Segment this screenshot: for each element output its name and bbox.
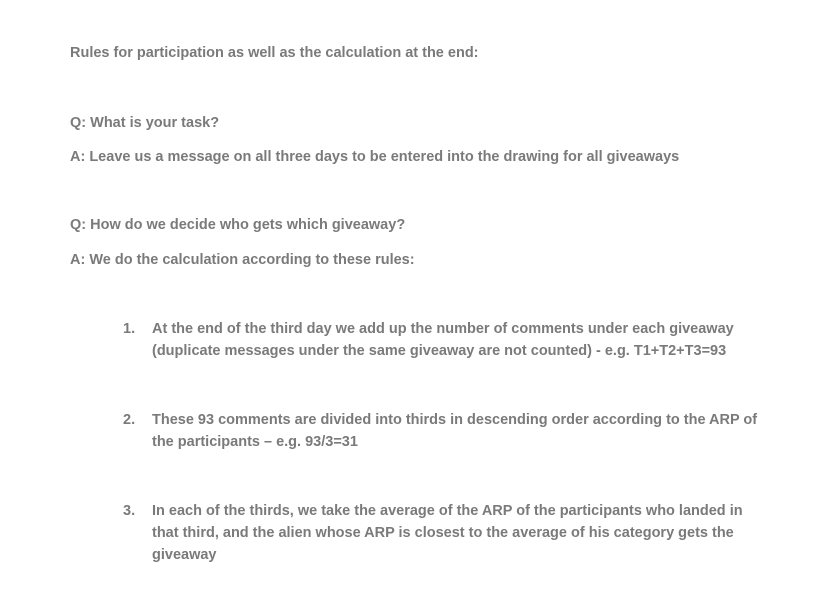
rule-number: 3. — [123, 503, 136, 519]
faq-question-task: Q: What is your task? — [70, 115, 220, 131]
rule-number: 1. — [123, 321, 136, 337]
rule-text: At the end of the third day we add up the number of comments under each giveaway (duplicate messages under the same giveaway are not counted) - e.g. T1+T2+T3=93 — [152, 321, 734, 359]
faq-answer-task: A: Leave us a message on all three days to be entered into the drawing for all giveaways — [70, 149, 680, 165]
page-heading: Rules for participation as well as the calculation at the end: — [70, 45, 479, 61]
rule-text: In each of the thirds, we take the average of the ARP of the participants who landed in that third, and the alien whose ARP is closest to the average of his category gets the giveaway — [152, 503, 743, 563]
faq-question-giveaway: Q: How do we decide who gets which giveaway? — [70, 217, 406, 233]
rule-text: These 93 comments are divided into thirds in descending order according to the ARP of the participants – e.g. 93/3=31 — [152, 412, 758, 450]
faq-answer-giveaway: A: We do the calculation according to these rules: — [70, 252, 415, 268]
rule-number: 2. — [123, 412, 136, 428]
